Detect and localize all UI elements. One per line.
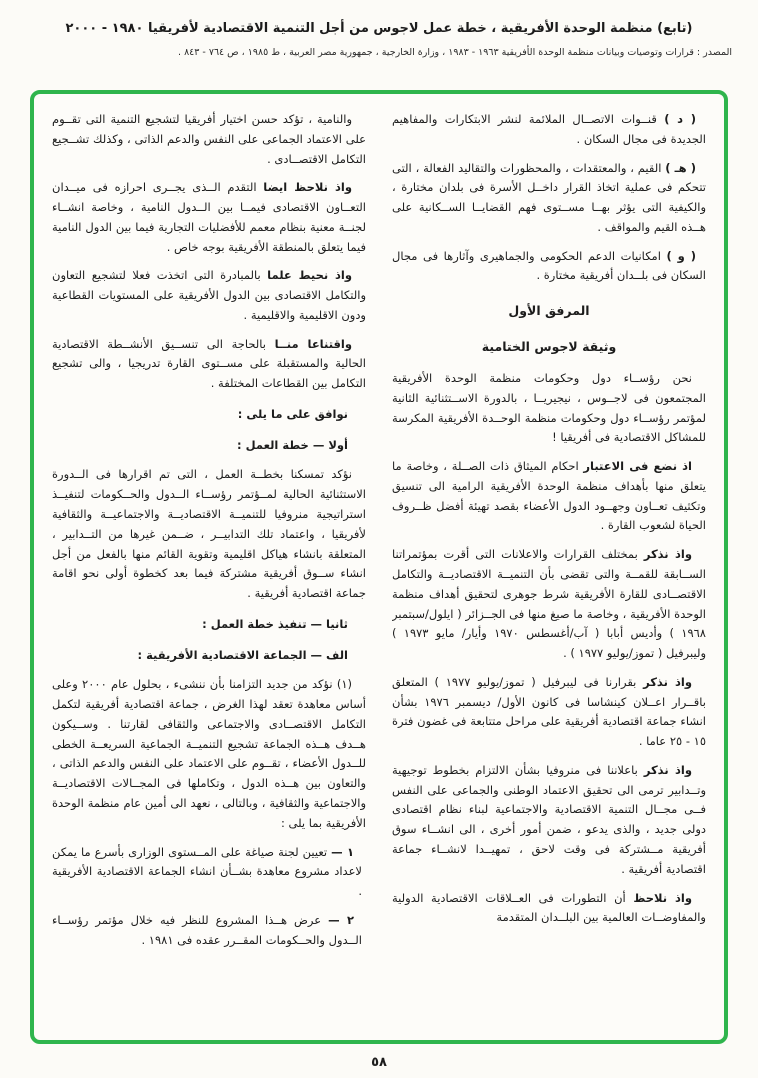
paragraph-lead: واذ نذكر (643, 674, 692, 689)
subsection-heading: نوافق على ما يلى : (237, 406, 348, 421)
body-paragraph: اذ نضع فى الاعتبار احكام الميثاق ذات الصــلة ، وخاصة ما يتعلق منها بأهداف منظمة الوحدة الأفريقية الرامية الى تنسيق وتكثيف تعــاون وجهــود الدول الأعضاء بقصد تهيئة أفضل ظــروف الحياة لشعوب القارة . (392, 459, 706, 533)
body-paragraph: نحن رؤســاء دول وحكومات منظمة الوحدة الأفريقية المجتمعون فى لاجــوس ، نيجيريــا ، بالدورة الاســتثنائية الثانية لمؤتمر رؤســاء دول وحكومات منظمة الوحــدة الأفريقية المكرسة للمشاكل الاقتصادية فى أفريقيا ! (392, 371, 706, 445)
body-paragraph: واذ نذكر بقرارنا فى ليبرفيل ( تموز/يوليو ١٩٧٧ ) المتعلق باقــرار اعــلان كينشاسا فى كانون الأول/ ديسمبر ١٩٧٦ بشأن انشاء جماعة اقتصادية أفريقية على مراحل متتابعة فى غضون فترة ١٥ - ٢٥ عاما . (392, 674, 706, 749)
document-title: (تابع) منظمة الوحدة الأفريقية ، خطة عمل لاجوس من أجل التنمية الاقتصادية لأفريقيا ١٩٨٠ - ٢٠٠٠ (65, 21, 693, 36)
source-citation: المصدر : قرارات وتوصيات وبيانات منظمة الوحدة الأفريقية ١٩٦٣ - ١٩٨٣ ، وزارة الخارجية ، جمهورية مصر العربية ، ط ١٩٨٥ ، ص ٧٦٤ - ٨٤٣ . (178, 47, 732, 59)
body-paragraph: واذ نحيط علما بالمبادرة التى اتخذت فعلا لتشجيع التعاون والتكامل الاقتصادى بين الدول الأفريقية على المستويات القطاعية ودون الاقليمية والاقليمية . (52, 268, 366, 322)
paragraph-lead: اذ نضع فى الاعتبار (583, 459, 692, 474)
list-item-paragraph: ( هـ ) القيم ، والمعتقدات ، والمحظورات والتقاليد الفعالة ، التى تتحكم فى عملية اتخاذ القرار داخــل الأسرة فى بلدان مختارة ، والكيفية التى يؤثر بهــا مســتوى فهم القضايــا الســكانية على هــذه القيم والمواقف . (392, 160, 706, 234)
paragraph-lead: واذ نذكر (643, 762, 692, 777)
paragraph-lead: ( هـ ) (665, 160, 696, 175)
subsection-heading: الف — الجماعة الاقتصادية الأفريقية : (137, 647, 348, 662)
green-border-frame (30, 90, 728, 1044)
body-paragraph: واذ نذكر باعلاننا فى منروفيا بشأن الالتزام بخطوط توجيهية وتــدابير ترمى الى تحقيق الاعتماد الوطنى والجماعى على النفس فــى مجــال التنمية الاقتصادية والاجتماعية لبناء نظام اقتصادى دولى جديد ، والذى يدعو ، ضمن أمور أخرى ، الى انشــاء سوق أفريقية مــشتركة فى وقت لاحق ، تمهيــدا لانشــاء جماعة اقتصادية أفريقية . (392, 762, 706, 876)
paragraph-lead: ( د ) (664, 112, 696, 126)
body-paragraph: (١) نؤكد من جديد التزامنا بأن ننشىء ، بحلول عام ٢٠٠٠ وعلى أساس معاهدة تعقد لهذا الغرض ، جماعة اقتصادية أفريقية لتكمل التكامل الاقتصــادى والاجتماعى والثقافى لقارتنا . وســيكون هــدف هــذه الجماعة تشجيع التنميــة الجماعية السريعــة الخطى للــدول الأعضاء ، تقــوم على الاعتماد على النفس والدعم الذاتى ، والتعاون بين هــذه الدول ، وتكاملها فى المجــالات الاقتصاديــة والاجتماعية والثقافية ، وبالتالى ، نعهد الى أمين عام منظمة الوحدة الأفريقية بما يلى : (52, 677, 366, 830)
body-paragraph: واذ نلاحظ ايضا التقدم الــذى يجــرى احرازه فى ميــدان التعــاون الاقتصادى فيمــا بين الــدول النامية ، وخاصة انشــاء لجنــة معنية بنظام معمم للأفضليات التجارية فيما بين الدول النامية فيما يتعلق بالمنطقة الأفريقية بوجه خاص . (52, 180, 366, 254)
section-heading: المرفق الأول (508, 303, 590, 319)
column-left (52, 110, 366, 1030)
list-item-paragraph: ( و ) امكانيات الدعم الحكومى والجماهيرى وآثارها فى مجال السكان فى بلــدان أفريقية مختارة . (392, 248, 706, 283)
page-number: ٥٨ (371, 1055, 387, 1070)
paragraph-lead: ( و ) (666, 248, 696, 263)
body-paragraph: واذ نذكر بمختلف القرارات والاعلانات التى أقرت بمؤتمراتنا الســابقة للقمــة والتى تقضى بأن التنميــة الاقتصاديــة والتكامل الاقتصــادى للقارة الأفريقية شرط جوهرى لتحقيق أهداف منظمة الوحدة الأفريقية ، وخاصة ما صيغ منها فى الجــزائر ( ايلول/سبتمبر ١٩٦٨ ) وأديس أبابا ( آب/أغسطس ١٩٧٠ وأيار/ مايو ١٩٧٣ ) وليبرفيل ( تموز/يوليو ١٩٧٧ ) . (392, 547, 706, 661)
paragraph-lead: ١ — (331, 844, 354, 859)
column-right (392, 110, 706, 1030)
section-heading: وثيقة لاجوس الختامية (481, 338, 617, 354)
body-paragraph: واذ نلاحظ أن التطورات فى العــلاقات الاقتصادية الدولية والمفاوضــات العالمية بين البلــدان المتقدمة (392, 890, 706, 925)
paragraph-lead: واذ نلاحظ ايضا (263, 180, 352, 195)
numbered-paragraph: ٢ — عرض هــذا المشروع للنظر فيه خلال مؤتمر رؤســاء الــدول والحــكومات المقــرر عقده فى ١٩٨١ . (52, 912, 362, 947)
paragraph-lead: واذ نلاحظ (633, 890, 692, 905)
paragraph-lead: ٢ — (328, 912, 354, 927)
body-paragraph: واقتناعا منــا بالحاجة الى تنســيق الأنشــطة الاقتصادية الحالية والمستقبلة على مســتوى القارة تدريجيا ، والى تشجيع التكامل بين القطاعات المختلفة . (52, 336, 366, 391)
numbered-paragraph: ١ — تعيين لجنة صياغة على المــستوى الوزارى بأسرع ما يمكن لاعداد مشروع معاهدة بشــأن انشاء الجماعة الاقتصادية الأفريقية . (52, 844, 362, 899)
subsection-heading: ثانيا — تنفيذ خطة العمل : (202, 616, 348, 631)
page-header (0, 0, 758, 58)
paragraph-lead: واقتناعا منــا (274, 336, 353, 351)
subsection-heading: أولا — خطة العمل : (237, 437, 348, 452)
body-paragraph: والنامية ، تؤكد حسن اختيار أفريقيا لتشجيع التنمية التى تقــوم على الاعتماد الجماعى على النفس والدعم الذاتى ، وكذلك تشــجيع التكامل الاقتصــادى . (52, 112, 366, 166)
body-paragraph: نؤكد تمسكنا بخطــة العمل ، التى تم اقرارها فى الــدورة الاستثنائية الحالية لمــؤتمر رؤســاء الــدول والحــكومات لتنفيــذ استراتيجية منروفيا للتنميــة الاقتصاديــة والاجتماعيــة والثقافية لأفريقيا ، واعتماد تلك التدابيــر ، ضــمن غيرها من التــدابير ، المتعلقة بانشاء هياكل اقليمية وتقوية القائم منها بالفعل من أجل انشاء ســوق أفريقية مشتركة فيما بعد كخطوة أولى نحو اقامة جماعة اقتصادية أفريقية . (52, 467, 366, 601)
paragraph-lead: واذ نحيط علما (267, 268, 352, 283)
two-column-layout (52, 110, 706, 1030)
paragraph-lead: واذ نذكر (643, 547, 692, 562)
list-item-paragraph: ( د ) قنــوات الاتصــال الملائمة لنشر الابتكارات والمفاهيم الجديدة فى مجال السكان . (392, 112, 706, 146)
